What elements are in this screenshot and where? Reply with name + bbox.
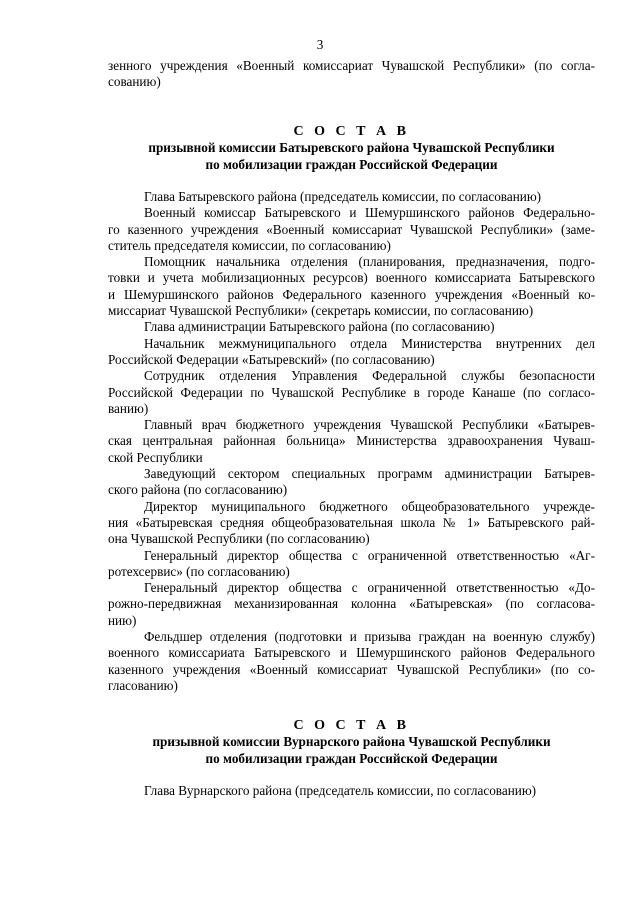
- member-line: и Шемуршинского районов Федерального казенного учреждения «Военный ко-: [108, 286, 595, 302]
- member-line: военного комиссариата Батыревского и Шемуршинского районов Федерального: [108, 645, 595, 661]
- member-line: миссариат Чувашской Республики» (секретарь комиссии, по согласованию): [108, 303, 534, 319]
- member-line: товки и учета мобилизационных ресурсов) военного комиссариата Батыревского: [108, 270, 595, 286]
- member-line: Российской Федерации по Чувашской Республике в городе Канаше (по согласо-: [108, 384, 595, 400]
- member-line: Заведующий сектором специальных программ администрации Батырев-: [144, 466, 595, 482]
- member-line: Сотрудник отделения Управления Федеральной службы безопасности: [144, 368, 595, 384]
- member-line: она Чувашской Республики (по согласованию): [108, 531, 370, 547]
- member-line: Глава администрации Батыревского района (по согласованию): [144, 319, 495, 335]
- section1-subtitle-line: по мобилизации граждан Российской Федерации: [205, 156, 498, 172]
- member-line: нию): [108, 612, 137, 628]
- member-line: казенного учреждения «Военный комиссариат Чувашской Республики» (по со-: [108, 661, 595, 677]
- member-line: Военный комиссар Батыревского и Шемуршинского районов Федерально-: [144, 205, 595, 221]
- section2-title: С О С Т А В: [293, 718, 410, 733]
- member-line: Помощник начальника отделения (планирования, предназначения, подго-: [144, 254, 595, 270]
- member-line: Глава Батыревского района (председатель комиссии, по согласованию): [144, 189, 542, 204]
- member-line: го казенного учреждения «Военный комиссариат Чувашской Республики» (заме-: [108, 221, 595, 237]
- member-line: ванию): [108, 400, 149, 416]
- text-line: зенного учреждения «Военный комиссариат Чувашской Республики» (по согла-: [108, 58, 595, 73]
- member-line: Глава Вурнарского района (председатель комиссии, по согласованию): [144, 783, 537, 798]
- member-line: Фельдшер отделения (подготовки и призыва граждан на военную службу): [144, 629, 595, 645]
- intro-paragraph: [108, 58, 595, 91]
- member-line: Начальник межмуниципального отдела Министерства внутренних дел: [144, 335, 595, 351]
- member-line: Главный врач бюджетного учреждения Чувашской Республики «Батырев-: [144, 417, 595, 433]
- section1-members-list: [108, 189, 595, 694]
- member-line: гласованию): [108, 677, 178, 693]
- section2-heading: [108, 718, 595, 767]
- section1-subtitle-line: призывной комиссии Батыревского района Чувашской Республики: [148, 140, 555, 156]
- member-line: ротехсервис» (по согласованию): [108, 563, 290, 579]
- text-line: сованию): [108, 74, 161, 90]
- member-line: Генеральный директор общества с ограниченной ответственностью «Аг-: [144, 547, 595, 563]
- member-line: рожно-передвижная механизированная колонна «Батыревская» (по согласова-: [108, 596, 595, 612]
- member-line: ния «Батыревская средняя общеобразовательная школа № 1» Батыревского рай-: [108, 514, 595, 530]
- section1-heading: [108, 124, 595, 173]
- member-line: ской Республики: [108, 449, 203, 465]
- section2-subtitle-line: призывной комиссии Вурнарского района Чувашской Республики: [152, 734, 551, 750]
- member-line: Российской Федерации «Батыревский» (по согласованию): [108, 351, 435, 367]
- member-line: ститель председателя комиссии, по согласованию): [108, 237, 391, 253]
- member-line: ская центральная районная больница» Министерства здравоохранения Чуваш-: [108, 433, 595, 449]
- member-line: ского района (по согласованию): [108, 482, 288, 498]
- section1-title: С О С Т А В: [293, 124, 410, 139]
- section2-members-list: [108, 783, 595, 799]
- member-line: Директор муниципального бюджетного общеобразовательного учрежде-: [144, 498, 595, 514]
- page-number: 3: [316, 37, 324, 52]
- section2-subtitle-line: по мобилизации граждан Российской Федерации: [205, 750, 498, 766]
- member-line: Генеральный директор общества с ограниченной ответственностью «До-: [144, 580, 595, 596]
